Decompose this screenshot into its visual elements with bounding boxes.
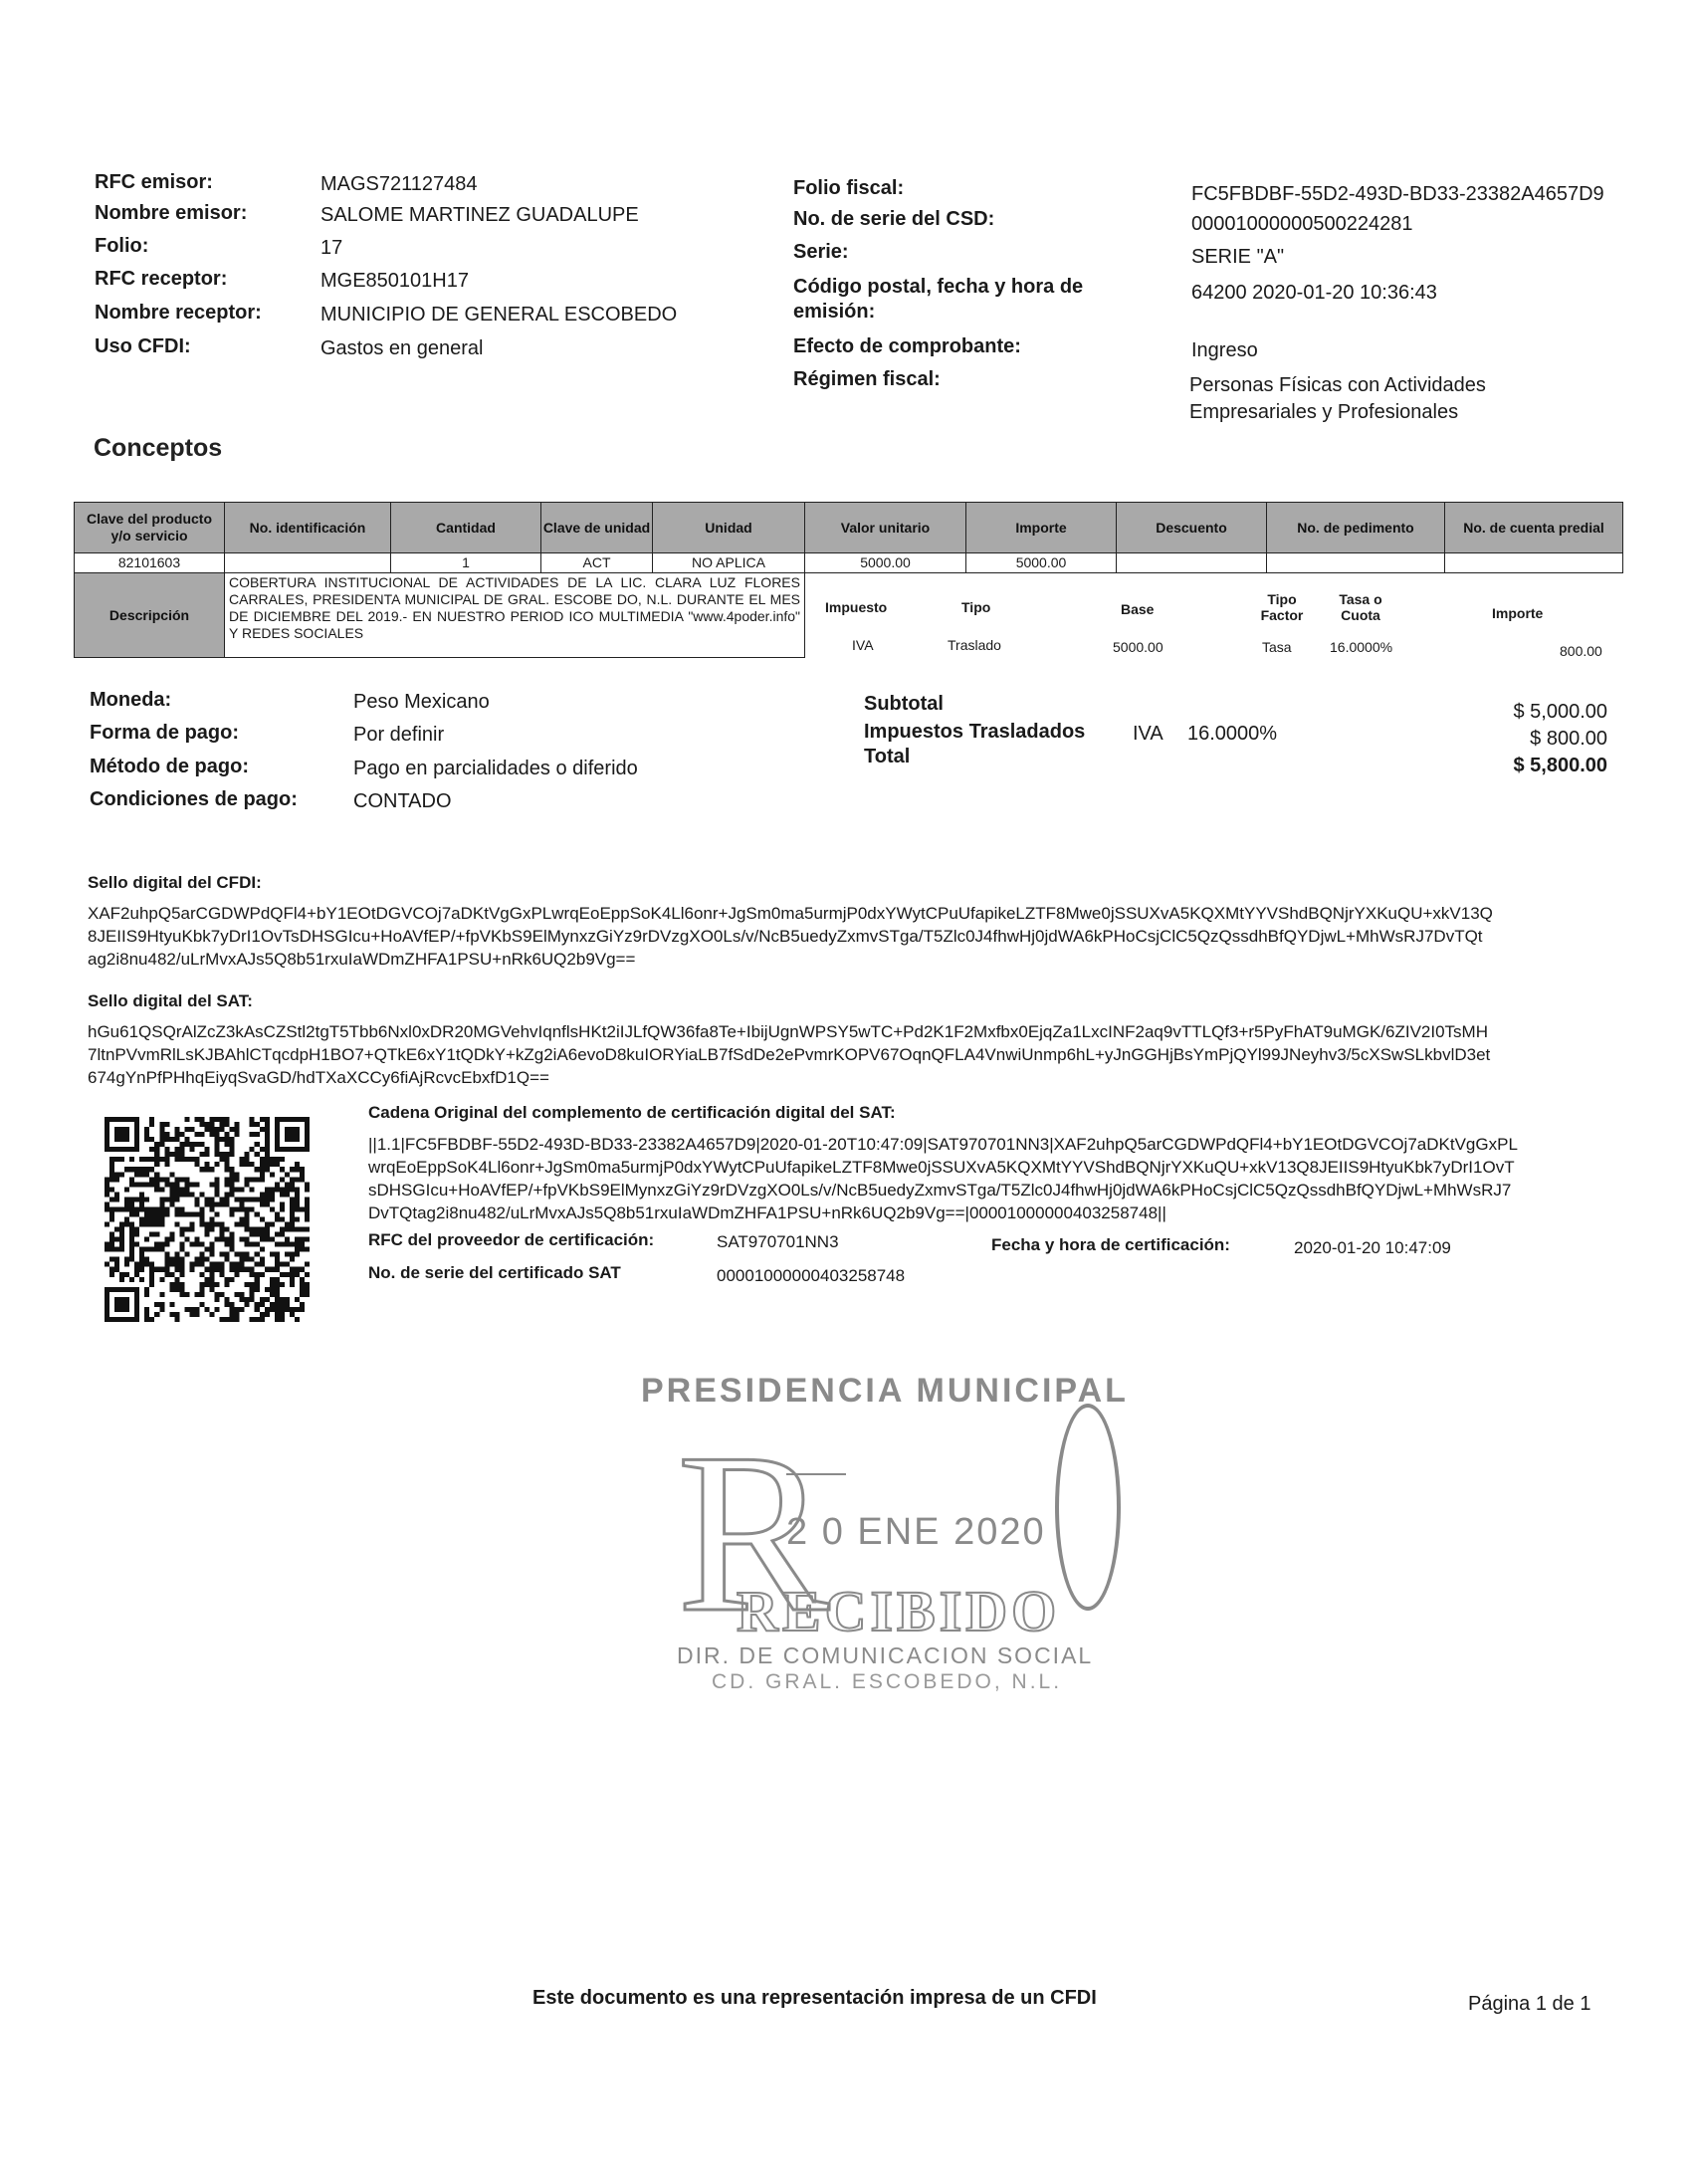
folio-fiscal-label: Folio fiscal: [793,177,905,199]
sello-cfdi-label: Sello digital del CFDI: [88,873,262,892]
recibido-stamp [637,1364,1135,1707]
stamp-bottom-1: DIR. DE COMUNICACION SOCIAL [677,1642,1094,1668]
folio-value: 17 [320,237,343,259]
forma-pago-label: Forma de pago: [90,722,240,744]
cp-value: 64200 2020-01-20 10:36:43 [1191,282,1437,304]
tax-impuesto-value: IVA [852,637,874,653]
rfc-emisor-label: RFC emisor: [95,171,213,193]
th-importe: Importe [965,502,1117,553]
serie-certificado-sat-label: No. de serie del certificado SAT [368,1263,621,1282]
fecha-certificacion-value: 2020-01-20 10:47:09 [1294,1238,1451,1257]
impuestos-value: $ 800.00 [1530,728,1607,750]
rfc-receptor-value: MGE850101H17 [320,270,469,292]
efecto-value: Ingreso [1191,339,1258,361]
td-descuento [1116,552,1267,573]
iva-rate: 16.0000% [1187,723,1278,745]
td-clave-producto: 82101603 [74,552,225,573]
tax-tipo-factor-header: Tipo Factor [1260,591,1304,623]
tax-importe-header: Importe [1492,605,1544,621]
sello-sat-line: hGu61QSQrAlZcZ3kAsCZStl2tgT5Tbb6Nxl0xDR20MGVehvIqnflsHKt2iIJLfQW36fa8Te+IbijUgnWPSY5wTC+Pd2K1F2Mxfbx0EjqZa1LxcINF2aq9vTTLQf3+r5PyFhAT9uMGK/6ZIV2I0TsMH [88,1022,1488,1041]
uso-cfdi-label: Uso CFDI: [95,335,191,357]
th-cantidad: Cantidad [390,502,541,553]
tax-tasa-value: 16.0000% [1330,639,1393,655]
conceptos-title: Conceptos [94,434,223,462]
td-no-identificacion [224,552,391,573]
tax-base-value: 5000.00 [1113,639,1163,655]
uso-cfdi-value: Gastos en general [320,337,484,359]
td-valor-unitario: 5000.00 [804,552,966,573]
sello-cfdi-line: ag2i8nu482/uLrMvxAJs5Q8b51rxuIaWDmZHFA1PSU+nRk6UQ2b9Vg== [88,950,636,969]
tax-importe-value: 800.00 [1560,643,1602,659]
cp-label-2: emisión: [793,301,876,323]
rfc-proveedor-label: RFC del proveedor de certificación: [368,1230,655,1249]
cadena-line: wrqEoEppSoK4Ll6onr+JgSm0ma5urmjP0dxYWytCPuUfapikeLZTF8Mwe0jSSUXvA5KQXMtYYVShdBQNjrYXKuQU+xkV13Q8JEIIS9HtyuKbk7yDrI1OvT [368,1158,1515,1177]
serie-csd-label: No. de serie del CSD: [793,208,995,230]
regimen-value-2: Empresariales y Profesionales [1189,401,1459,423]
tax-impuesto-header: Impuesto [825,599,888,615]
sello-sat-line: 7ltnPVvmRlLsKJBAhlCTqcdpH1BO7+QTkE6xY1tQDkY+kZg2iA6evoD8kuIORYiaLB7fSdDe2ePvmrKOPV67OqnQFLA4VnwiUnmp6hL+yJnGGHjBsYmPjQYl99JNeyhv3/5cXSwSLkbvlD3et [88,1045,1491,1064]
th-valor-unitario: Valor unitario [804,502,966,553]
th-unidad: Unidad [652,502,805,553]
moneda-value: Peso Mexicano [353,691,490,713]
th-no-cuenta-predial: No. de cuenta predial [1444,502,1623,553]
metodo-pago-label: Método de pago: [90,756,249,777]
th-no-identificacion: No. identificación [224,502,391,553]
cp-label-1: Código postal, fecha y hora de [793,276,1084,298]
condiciones-pago-value: CONTADO [353,790,452,812]
sello-sat-text [88,1020,1630,1089]
serie-certificado-sat-value: 00001000000403258748 [717,1266,906,1285]
stamp-top-text: PRESIDENCIA MUNICIPAL [641,1372,1129,1410]
forma-pago-value: Por definir [353,724,445,746]
tax-tipo-factor-value: Tasa [1262,639,1292,655]
rfc-proveedor-value: SAT970701NN3 [717,1232,839,1251]
th-no-pedimento: No. de pedimento [1266,502,1445,553]
nombre-receptor-label: Nombre receptor: [95,302,262,324]
folio-fiscal-value: FC5FBDBF-55D2-493D-BD33-23382A4657D9 [1191,183,1604,205]
total-value: $ 5,800.00 [1513,755,1607,776]
condiciones-pago-label: Condiciones de pago: [90,788,298,810]
qr-code-icon [105,1117,310,1322]
stamp-letter-r: R [677,1406,830,1659]
nombre-receptor-value: MUNICIPIO DE GENERAL ESCOBEDO [320,304,678,326]
nombre-emisor-label: Nombre emisor: [95,202,248,224]
tax-base-header: Base [1121,601,1155,617]
serie-label: Serie: [793,241,849,263]
td-unidad: NO APLICA [652,552,805,573]
td-no-pedimento [1266,552,1445,573]
tax-tasa-header: Tasa o Cuota [1339,591,1382,623]
metodo-pago-value: Pago en parcialidades o diferido [353,758,638,779]
th-clave-unidad: Clave de unidad [540,502,653,553]
cadena-line: sDHSGIcu+HoAVfEP/+fpVKbS9ElMynxzGiYz9rDVzgXO0Ls/v/NcB5uedyZxmvSTga/T5Zlc0J4fhwHj0jdWA6kPHoCsjClC5QzQssdhBfQYDjwL+MhWsRJ7 [368,1181,1512,1200]
cadena-line: ||1.1|FC5FBDBF-55D2-493D-BD33-23382A4657D9|2020-01-20T10:47:09|SAT970701NN3|XAF2uhpQ5arCGDWPdQFl4+bY1EOtDGVCOj7aDKtVgGxPL [368,1135,1518,1154]
rfc-emisor-value: MAGS721127484 [320,173,478,195]
iva-label: IVA [1133,723,1163,745]
td-clave-unidad: ACT [540,552,653,573]
fecha-certificacion-label: Fecha y hora de certificación: [991,1235,1230,1254]
td-cantidad: 1 [390,552,541,573]
sello-cfdi-line: 8JEIIS9HtyuKbk7yDrI1OvTsDHSGIcu+HoAVfEP/+fpVKbS9ElMynxzGiYz9rDVzgXO0Ls/v/NcB5uedyZxmvSTga/T5Zlc0J4fhwHj0jdWA6kPHoCsjClC5QzQssdhBfQYDjwL+MhWsRJ7DvTQt [88,927,1483,946]
efecto-label: Efecto de comprobante: [793,335,1021,357]
serie-csd-value: 00001000000500224281 [1191,213,1413,235]
td-descripcion: COBERTURA INSTITUCIONAL DE ACTIVIDADES DE LA LIC. CLARA LUZ FLORES CARRALES, PRESIDENTA MUNICIPAL DE GRAL. ESCOBE DO, N.L. DURANTE EL MES DE DICIEMBRE DEL 2019.- EN NUESTRO PERIOD ICO MULTIMEDIA "www.4poder.info" Y REDES SOCIALES [224,572,805,658]
sello-sat-line: 674gYnPfPHhqEiyqSvaGD/hdTXaXCCy6fiAjRcvcEbxfD1Q== [88,1068,549,1087]
rfc-receptor-label: RFC receptor: [95,268,228,290]
stamp-word: RECIBIDO [737,1579,1061,1643]
tax-tipo-value: Traslado [948,637,1001,653]
subtotal-label: Subtotal [864,693,944,715]
subtotal-value: $ 5,000.00 [1513,701,1607,723]
stamp-line [786,1473,846,1475]
sello-sat-label: Sello digital del SAT: [88,991,253,1010]
sello-cfdi-text [88,902,1630,971]
tax-tipo-header: Tipo [961,599,991,615]
moneda-label: Moneda: [90,689,172,711]
cadena-text [368,1133,1632,1224]
total-label: Total [864,746,911,767]
regimen-label: Régimen fiscal: [793,368,941,390]
th-clave-producto: Clave del producto y/o servicio [74,502,225,553]
footer-note: Este documento es una representación impresa de un CFDI [532,1987,1097,2009]
th-descuento: Descuento [1116,502,1267,553]
td-importe: 5000.00 [965,552,1117,573]
sello-cfdi-line: XAF2uhpQ5arCGDWPdQFl4+bY1EOtDGVCOj7aDKtVgGxPLwrqEoEppSoK4Ll6onr+JgSm0ma5urmjP0dxYWytCPuUfapikeLZTF8Mwe0jSSUXvA5KQXMtYYVShdBQNjrYXKuQU+xkV13Q [88,904,1493,923]
td-no-cuenta-predial [1444,552,1623,573]
folio-label: Folio: [95,235,149,257]
regimen-value-1: Personas Físicas con Actividades [1189,374,1486,396]
nombre-emisor-value: SALOME MARTINEZ GUADALUPE [320,204,639,226]
conceptos-table [74,502,1624,661]
stamp-letter-o [1055,1404,1121,1611]
th-descripcion: Descripción [74,572,225,658]
page-number: Página 1 de 1 [1468,1993,1591,2015]
serie-value: SERIE "A" [1191,246,1285,268]
stamp-date: 2 0 ENE 2020 [786,1511,1046,1553]
cadena-label: Cadena Original del complemento de certificación digital del SAT: [368,1103,896,1122]
stamp-bottom-2: CD. GRAL. ESCOBEDO, N.L. [712,1670,1063,1693]
impuestos-trasladados-label: Impuestos Trasladados [864,721,1086,743]
cadena-line: DvTQtag2i8nu482/uLrMvxAJs5Q8b51rxuIaWDmZHFA1PSU+nRk6UQ2b9Vg==|00001000000403258748|| [368,1203,1166,1222]
